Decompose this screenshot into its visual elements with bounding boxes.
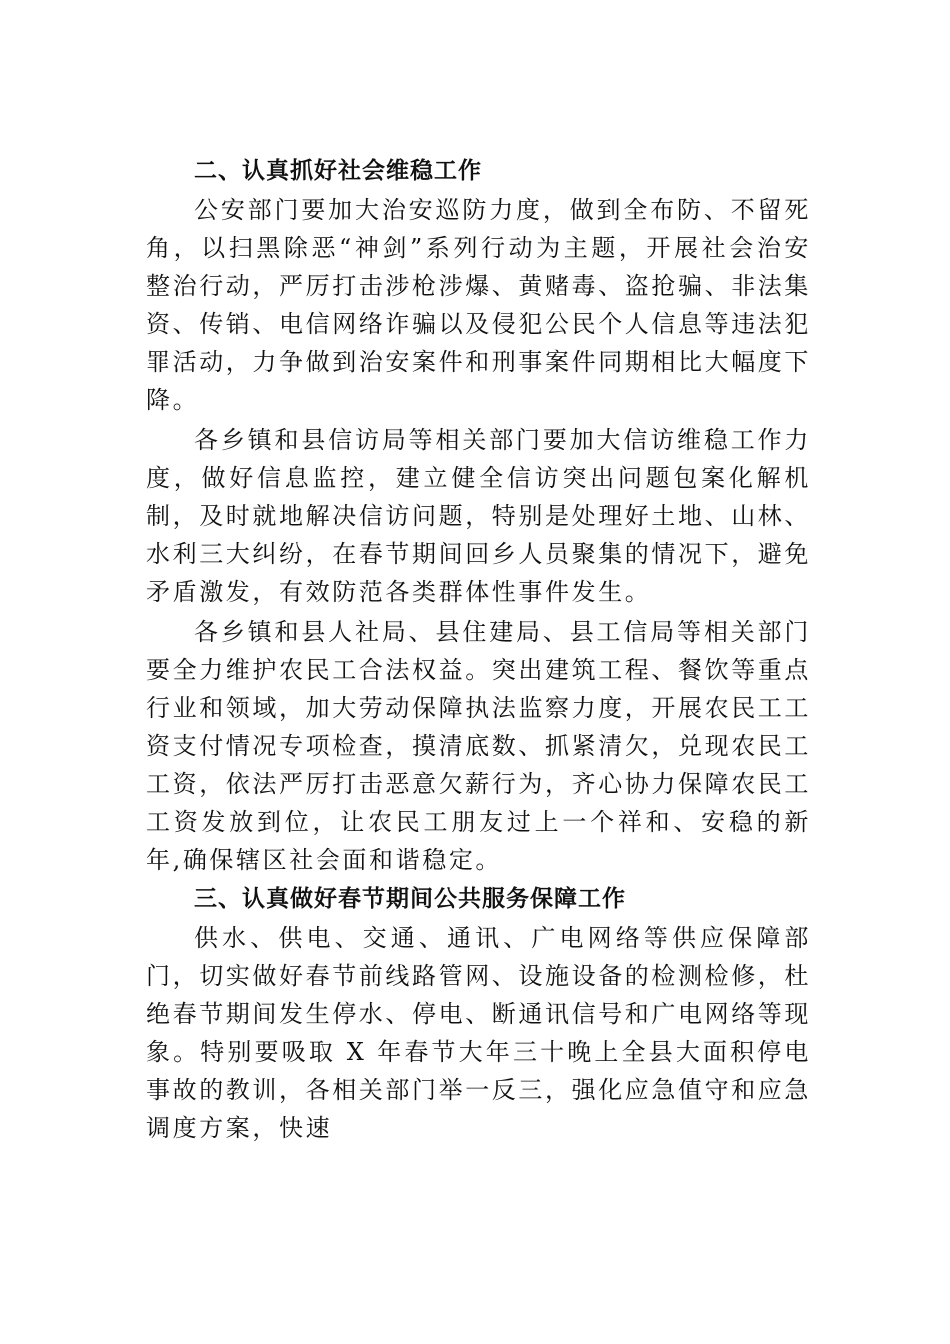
- paragraph-public-security: 公安部门要加大治安巡防力度，做到全布防、不留死角，以扫黑除恶“神剑”系列行动为主题，开展社会治安整治行动，严厉打击涉枪涉爆、黄赌毒、盗抢骗、非法集资、传销、电信网络诈骗以及侵犯公民个人信息等违法犯罪活动，力争做到治安案件和刑事案件同期相比大幅度下降。: [146, 196, 811, 414]
- section-heading-3: 三、认真做好春节期间公共服务保障工作: [194, 886, 626, 912]
- paragraph-petition-stability: 各乡镇和县信访局等相关部门要加大信访维稳工作力度，做好信息监控，建立健全信访突出问题包案化解机制，及时就地解决信访问题，特别是处理好土地、山林、水利三大纠纷，在春节期间回乡人员聚集的情况下，避免矛盾激发，有效防范各类群体性事件发生。: [146, 426, 811, 606]
- document-body: [146, 151, 811, 1147]
- paragraph-migrant-worker-rights: 各乡镇和县人社局、县住建局、县工信局等相关部门要全力维护农民工合法权益。突出建筑工程、餐饮等重点行业和领域，加大劳动保障执法监察力度，开展农民工工资支付情况专项检查，摸清底数、抓紧清欠，兑现农民工工资，依法严厉打击恶意欠薪行为，齐心协力保障农民工工资发放到位，让农民工朋友过上一个祥和、安稳的新年,确保辖区社会面和谐稳定。: [146, 618, 811, 874]
- section-heading-2: 二、认真抓好社会维稳工作: [194, 158, 482, 184]
- paragraph-public-services: 供水、供电、交通、通讯、广电网络等供应保障部门，切实做好春节前线路管网、设施设备的检测检修，杜绝春节期间发生停水、停电、断通讯信号和广电网络等现象。特别要吸取 X 年春节大年三十晚上全县大面积停电事故的教训，各相关部门举一反三，强化应急值守和应急调度方案，快速: [146, 924, 811, 1142]
